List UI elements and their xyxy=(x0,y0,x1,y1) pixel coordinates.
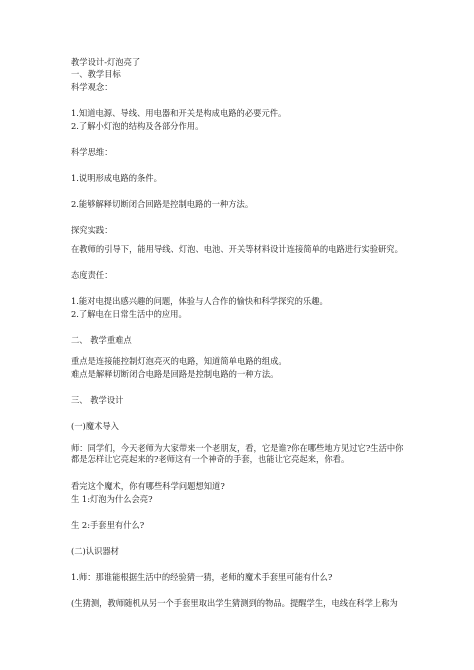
paragraph: 师：同学们，今天老师为大家带来一个老朋友，看，它是谁?你在哪些地方见过它?生活中你都是怎样让它亮起来的?老师这有一个神奇的手套，也能让它亮起来，你看。 xyxy=(71,443,404,464)
list-item: 1.知道电源、导线、用电器和开关是构成电路的必要元件。 xyxy=(71,108,287,118)
paragraph: (生猜测，教师随机从另一个手套里取出学生猜测到的物品。提醒学生，电线在科学上称为 xyxy=(71,598,398,608)
question-line: 看完这个魔术，你有哪些科学问题想知道? xyxy=(71,481,225,491)
document-title: 教学设计-灯泡亮了 xyxy=(71,57,141,67)
key-point-line: 重点是连接能控制灯泡亮灭的电路，知道简单电路的组成。 xyxy=(71,356,287,366)
key-point-line: 难点是解释切断闭合电路是回路是控制电路的一种方法。 xyxy=(71,369,279,379)
list-item: 2.了解小灯泡的结构及各部分作用。 xyxy=(71,121,204,131)
list-item: 2.了解电在日常生活中的应用。 xyxy=(71,309,187,319)
section-heading-design: 三、 教学设计 xyxy=(71,395,124,405)
section-heading-objectives: 一、教学目标 xyxy=(71,69,121,79)
list-item: 2.能够解释切断闭合回路是控制电路的一种方法。 xyxy=(71,199,254,209)
paragraph: 在教师的引导下，能用导线、灯泡、电池、开关等材料设计连接简单的电路进行实验研究。 xyxy=(71,244,403,254)
section-heading-key-points: 二、 教学重难点 xyxy=(71,335,132,345)
subheading-attitude: 态度责任： xyxy=(71,270,113,280)
list-item: 1.说明形成电路的条件。 xyxy=(71,173,162,183)
student-answer: 生 2:手套里有什么? xyxy=(71,520,145,530)
part-heading-magic-intro: (一)魔术导入 xyxy=(71,421,119,431)
part-heading-equipment: (二)认识器材 xyxy=(71,546,119,556)
subheading-science-concept: 科学观念： xyxy=(71,82,113,92)
list-item: 1.能对电提出感兴趣的问题，体验与人合作的愉快和科学探究的乐趣。 xyxy=(71,296,328,306)
subheading-science-thinking: 科学思维： xyxy=(71,147,113,157)
student-answer: 生 1:灯泡为什么会亮? xyxy=(71,494,153,504)
list-item: 1.师：那谁能根据生活中的经验猜一猜，老师的魔术手套里可能有什么? xyxy=(71,572,333,582)
subheading-inquiry-practice: 探究实践： xyxy=(71,225,113,235)
